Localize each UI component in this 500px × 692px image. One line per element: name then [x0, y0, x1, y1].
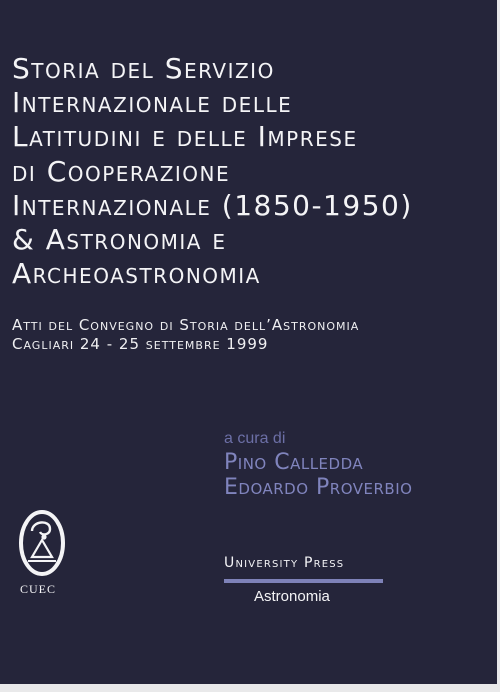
- book-title: [12, 52, 496, 291]
- logo-text: CUEC: [20, 582, 57, 596]
- publisher-name: University Press: [224, 555, 345, 571]
- series-name: Astronomia: [254, 588, 330, 605]
- divider-rule: [224, 579, 383, 583]
- publisher-block: [224, 554, 384, 606]
- proceedings-line: Cagliari 24 - 25 settembre 1999: [12, 335, 269, 353]
- curated-by-label: a cura di: [224, 430, 286, 447]
- title-line: Storia del Servizio: [12, 52, 275, 85]
- proceedings-line: Atti del Convegno di Storia dell’Astronomia: [12, 316, 360, 334]
- proceedings-subtitle: [12, 316, 482, 354]
- title-line: Archeoastronomia: [12, 257, 261, 291]
- title-line: Latitudini e delle Imprese: [12, 120, 358, 154]
- title-line: & Astronomia e: [12, 223, 227, 257]
- title-line: Internazionale (1850-1950): [12, 188, 413, 222]
- editor-name: Pino Calledda: [224, 450, 364, 475]
- title-line: Internazionale delle: [12, 86, 293, 120]
- editors: [224, 430, 494, 500]
- title-line: di Cooperazione: [12, 154, 231, 188]
- editor-name: Edoardo Proverbio: [224, 475, 413, 500]
